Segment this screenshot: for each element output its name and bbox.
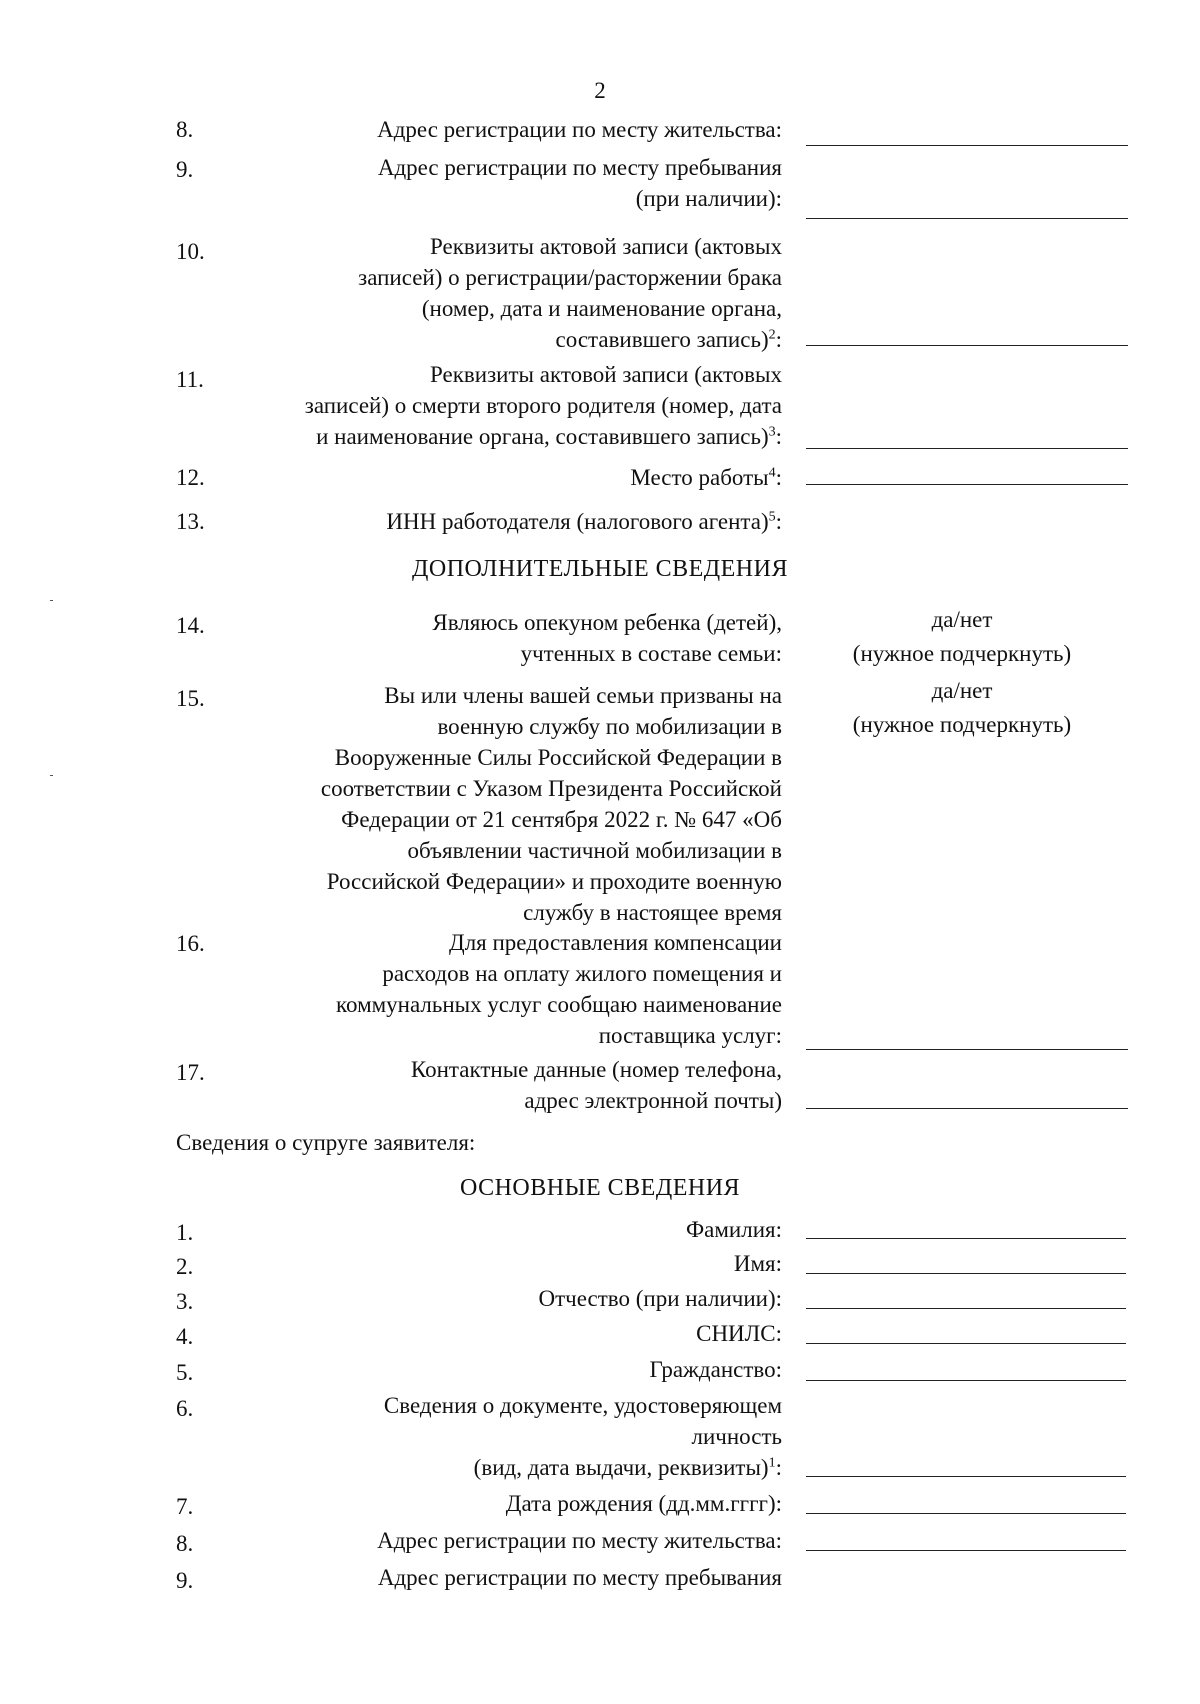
item-number: 6.: [176, 1396, 194, 1421]
item-label: Фамилия:: [686, 1217, 782, 1242]
item-number: 12.: [176, 465, 205, 490]
item-label: Гражданство:: [649, 1357, 782, 1382]
item-number: 3.: [176, 1289, 194, 1314]
item-label: Имя:: [733, 1251, 782, 1276]
fill-line[interactable]: [806, 1476, 1126, 1477]
fill-line[interactable]: [806, 1380, 1126, 1381]
item-number: 5.: [176, 1360, 194, 1385]
item-label: Реквизиты актовой записи (актовых записей) о смерти второго родителя (номер, дата и наименование органа, составившего запись)$^3$:: [304, 362, 782, 449]
item-number: 9.: [176, 157, 194, 182]
item-label: Место работы$^4$:: [630, 465, 782, 490]
item-label: СНИЛС:: [696, 1321, 782, 1346]
fill-line[interactable]: [806, 1343, 1126, 1344]
footnote-ref: 5: [768, 509, 776, 525]
item-number: 14.: [176, 613, 205, 638]
fill-line[interactable]: [806, 1108, 1128, 1109]
item-number: 15.: [176, 686, 205, 711]
fill-line[interactable]: [806, 1273, 1126, 1274]
item-number: 8.: [176, 1531, 194, 1556]
additional-info-heading: ДОПОЛНИТЕЛЬНЫЕ СВЕДЕНИЯ: [412, 556, 788, 582]
fill-line[interactable]: [806, 1238, 1126, 1239]
fill-line[interactable]: [806, 218, 1128, 219]
fill-line[interactable]: [806, 1049, 1128, 1050]
item-label: Дата рождения (дд.мм.гггг):: [505, 1491, 782, 1516]
item-label: Адрес регистрации по месту пребывания: [377, 1565, 782, 1590]
item-number: 7.: [176, 1494, 194, 1519]
fill-line[interactable]: [806, 145, 1128, 146]
item-number: 13.: [176, 509, 205, 534]
item-label: Адрес регистрации по месту пребывания (при наличии):: [377, 155, 782, 211]
fill-line[interactable]: [806, 345, 1128, 346]
yes-no-choice[interactable]: да/нет (нужное подчеркнуть): [852, 607, 1072, 666]
item-number: 10.: [176, 239, 205, 264]
yes-no-choice[interactable]: да/нет (нужное подчеркнуть): [852, 678, 1072, 737]
fill-line[interactable]: [806, 448, 1128, 449]
fill-line[interactable]: [806, 484, 1128, 485]
spouse-intro: Сведения о супруге заявителя:: [176, 1130, 476, 1155]
item-label: Для предоставления компенсации расходов на оплату жилого помещения и коммунальных услуг сообщаю наименование поставщика услуг:: [336, 930, 782, 1048]
main-info-heading: ОСНОВНЫЕ СВЕДЕНИЯ: [459, 1175, 741, 1201]
item-label: Адрес регистрации по месту жительства:: [377, 1528, 782, 1553]
item-label: Контактные данные (номер телефона, адрес электронной почты): [410, 1057, 782, 1113]
footnote-ref: 4: [768, 465, 776, 481]
item-label: Реквизиты актовой записи (актовых записей) о регистрации/расторжении брака (номер, дата и наименование органа, составившего запись)$^2$:: [358, 234, 782, 352]
item-number: 17.: [176, 1060, 205, 1085]
footnote-ref: 2: [768, 327, 776, 343]
fill-line[interactable]: [806, 1550, 1126, 1551]
item-label: Вы или члены вашей семьи призваны на военную службу по мобилизации в Вооруженные Силы Российской Федерации в соответствии с Указом Президента Российской Федерации от 21 сентября 2022 г. № 647 «Об объявлении частичной мобилизации в Российской Федерации» и проходите военную службу в настоящее время: [320, 683, 782, 925]
footnote-ref: 1: [768, 1455, 776, 1471]
item-number: 1.: [176, 1220, 194, 1245]
item-number: 9.: [176, 1568, 194, 1593]
fill-line[interactable]: [806, 1513, 1126, 1514]
item-number: 2.: [176, 1254, 194, 1279]
page-number: 2: [594, 78, 606, 103]
item-number: 16.: [176, 931, 205, 956]
scan-speck: [50, 775, 53, 776]
scan-speck: [50, 600, 53, 601]
item-number: 4.: [176, 1324, 194, 1349]
item-number: 8.: [176, 117, 194, 142]
item-label: ИНН работодателя (налогового агента)$^5$:: [386, 509, 782, 534]
item-label: Отчество (при наличии):: [538, 1286, 782, 1311]
item-label: Сведения о документе, удостоверяющем личность (вид, дата выдачи, реквизиты)$^1$:: [383, 1393, 782, 1480]
item-label: Являюсь опекуном ребенка (детей), учтенных в составе семьи:: [432, 610, 782, 666]
footnote-ref: 3: [768, 424, 776, 440]
item-label: Адрес регистрации по месту жительства:: [377, 117, 782, 142]
fill-line[interactable]: [806, 1308, 1126, 1309]
item-number: 11.: [176, 367, 204, 392]
